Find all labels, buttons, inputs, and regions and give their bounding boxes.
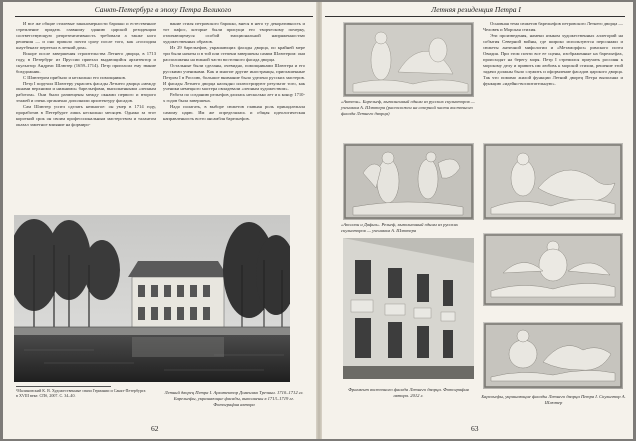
book-spread — [3, 2, 633, 439]
left-header-rule — [15, 16, 313, 17]
left-running-head: Санкт-Петербург в эпоху Петра Великого — [94, 5, 232, 14]
footnote-rule — [16, 386, 111, 387]
left-page — [3, 2, 317, 439]
sea-relief-photo-3 — [483, 322, 623, 389]
left-col1-para-1: И все же общие стилевые закономерности барокко и естественное стремление придать главному зданию царской резиденции соответствующую репрезентативность требовали а также ного решения — и оно пришло почти сразу после того, как «господин шаутбенахт переехал в летний дом». — [16, 21, 156, 50]
left-col1-para-3: С Шлютером прибыло и несколько его помощников. — [23, 74, 127, 80]
left-col2-para-5: Надо полагать, в выборе сюжетов главная роль принадлежала самому царю. Им же определялась и общая идеологическая направленность всего ансамбля барельефов. — [163, 104, 305, 122]
acteon-relief-photo — [343, 22, 474, 97]
apollo-daphne-relief-photo — [343, 143, 474, 220]
sea-relief-photo-1 — [483, 143, 623, 220]
right-col-para-2: Эти произведения, намеки языком художественных аллегорий на события Северной войны, где широко используются персонажи и сюжеты античной мифологии и «Метаморфоз» римского поэта Овидия. При этом почти все ее сцены, изображенные на барельефах, происходят на берегу моря. Петр I стремился приучить россиян к морскому делу и привить им любовь к морской стихии, решение этой задачи должны было служить и оформление фасадов царского дворца. Так что помимо жилой функции Летний дворец Петра выполнял и функцию «идейно-воспитательную». — [483, 32, 623, 86]
left-col1-para-4: Петр I поручил Шлютеру украсить фасады Летнего дворца «между окнами верхними и нижними» барельефами, выполненными «лепным работом». Они были размещены между окнами первого и второго этажей и очень органично дополнили архитектуру фасадов. — [16, 80, 156, 104]
right-header-rule — [325, 16, 625, 17]
reliefs-caption: Барельефы, украшающие фасады Летнего дворца Петра I. Скульптор А. Шлютер — [481, 394, 626, 405]
left-col2-para-1: вание стиля петровского барокко, внеся в него ту декоративность и тот пафос, которые были присущи его творческому почерку, отличающемуся особой эмоциональной напряженностью художественных образов. — [163, 21, 305, 44]
palace-photo-caption: Летний дворец Петра I. Архитектор Доменико Трезини. 1710–1712 гг. Барельефы, украшающие фасады, выполнены в 1713–1719 гг. Фотография автора — [164, 390, 304, 407]
left-col2-para-4: Работа по созданию рельефов длилась несколько лет и к концу 1710-х годов была завершена. — [163, 92, 305, 104]
left-column-1 — [16, 21, 156, 215]
right-page — [321, 2, 633, 439]
right-col-para-1: Основная тема сюжетов барельефов петровского Летнего дворца — Человек и Морская стихия. — [483, 21, 623, 32]
left-col1-para-2: Вскоре после завершения строительства Летнего дворца, в 1713 году, в Петербург из Пруссии приехал выдающийся архитектор и скульптор Андреас Шлютер (1659–1714). Петр пригласил ему звание бохудожник. — [16, 50, 156, 74]
left-col2-para-2: Из 29 барельефов, украшающих фасады дворца, по крайней мере три были начаты и в той или степени завершены самим Шлютером: они расположены на южной части восточного фасада дворца. — [163, 44, 305, 62]
apollo-daphne-caption: «Аполлон и Дафна». Рельеф, выполненный одним из русских скульпторов — учеником А. Шлютера — [341, 222, 458, 233]
left-column-2 — [163, 21, 305, 215]
acteon-caption: «Актеон». Барельеф, выполненный одним из русских скульпторов — учеником А. Шлютера (расположен на северной части восточного фасада Летнего дворца) — [341, 99, 475, 116]
footnote: ¹Малиновский К. В. Художественные связи Германии и Санкт-Петербурга в XVIII веке. СПб, 2007. С. 34–40. — [16, 388, 146, 398]
facade-fragment-photo — [343, 238, 474, 379]
sea-relief-photo-2 — [483, 233, 623, 306]
facade-fragment-caption: Фрагмент восточного фасада Летнего дворца. Фотография автора. 2012 г. — [348, 387, 469, 398]
right-running-head: Летняя резиденция Петра I — [431, 5, 521, 14]
right-column-text — [483, 21, 623, 139]
palace-photo — [14, 215, 290, 382]
right-page-number: 63 — [471, 424, 479, 433]
left-col2-para-3: Остальные были сделаны, очевидно, помощниками Шлютера и его русскими учениками. Как и многие другие иностранцы, приглашенные Петром I в Россию, большое внимание было уделено русских мастеров. И фасады Летнего дворца наглядно иллюстрируют результат того, как ученики немецкого мастера овладевали «лепным художеством». — [163, 62, 305, 92]
left-page-number: 62 — [151, 424, 159, 433]
left-col1-para-5: Сам Шлютер успел сделать немногое: он умер в 1714 году, проработав в Петербурге лишь несколько месяцев. Однако за этот короткий срок он своим профессиональным мастерством и талантом оказал заметное влияние на формиро- — [16, 104, 156, 128]
